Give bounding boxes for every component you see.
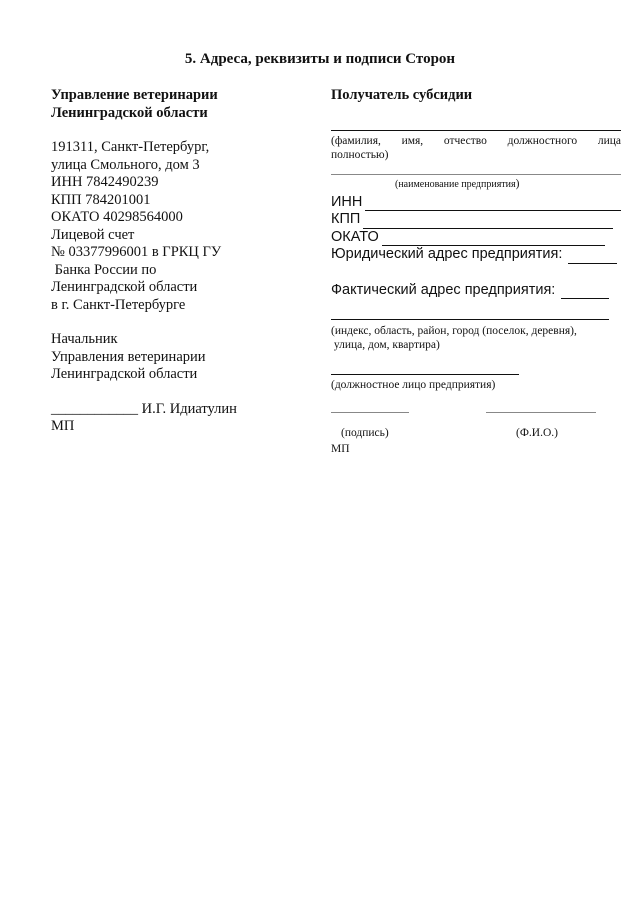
fio-hint-1: (фамилия, имя, отчество должностного лица: [331, 134, 621, 147]
signature-line[interactable]: [331, 412, 409, 413]
address-hint-2: улица, дом, квартира): [331, 339, 440, 351]
okato-field[interactable]: ОКАТО: [331, 229, 621, 247]
left-account-2: № 03377996001 в ГРКЦ ГУ: [51, 244, 222, 260]
left-account-5: в г. Санкт-Петербурге: [51, 296, 186, 313]
left-org-title-1: Управление ветеринарии: [51, 87, 218, 103]
right-title: Получатель субсидии: [331, 87, 473, 103]
left-signature-line: ____________ И.Г. Идиатулин: [51, 400, 237, 417]
actual-address-field[interactable]: Фактический адрес предприятия:: [331, 282, 621, 300]
section-heading: 5. Адреса, реквизиты и подписи Сторон: [184, 51, 456, 67]
left-account-4: Ленинградской области: [51, 279, 198, 295]
left-inn: ИНН 7842490239: [51, 174, 159, 190]
left-account-3: Банка России по: [51, 261, 157, 278]
address-hint-1: (индекс, область, район, город (поселок, деревня),: [331, 325, 577, 337]
right-stamp: МП: [331, 443, 350, 455]
left-account-1: Лицевой счет: [51, 226, 135, 243]
legal-address-field[interactable]: Юридический адрес предприятия:: [331, 246, 621, 264]
left-address-2: улица Смольного, дом 3: [51, 156, 200, 173]
enterprise-line[interactable]: [331, 162, 621, 175]
fio-short-hint: (Ф.И.О.): [516, 427, 558, 439]
left-party-block: [51, 87, 301, 436]
left-position-3: Ленинградской области: [51, 366, 198, 382]
left-stamp: МП: [51, 418, 75, 434]
left-address-1: 191311, Санкт-Петербург,: [51, 139, 210, 155]
left-okato: ОКАТО 40298564000: [51, 209, 183, 225]
official-line[interactable]: [331, 352, 519, 375]
enterprise-hint: (наименование предприятия): [395, 177, 520, 190]
left-position-1: Начальник: [51, 331, 118, 347]
fio-short-line[interactable]: [486, 412, 596, 413]
signature-hint: (подпись): [341, 427, 389, 439]
fio-line[interactable]: [331, 105, 621, 131]
actual-address-line[interactable]: [331, 299, 609, 320]
fio-hint-2: полностью): [331, 148, 389, 161]
left-kpp: КПП 784201001: [51, 191, 151, 208]
right-party-block: [331, 87, 621, 456]
left-position-2: Управления ветеринарии: [51, 348, 206, 365]
official-hint: (должностное лицо предприятия): [331, 379, 496, 391]
left-org-title-2: Ленинградской области: [51, 104, 208, 121]
inn-field[interactable]: ИНН: [331, 194, 621, 212]
kpp-field[interactable]: КПП: [331, 211, 621, 229]
